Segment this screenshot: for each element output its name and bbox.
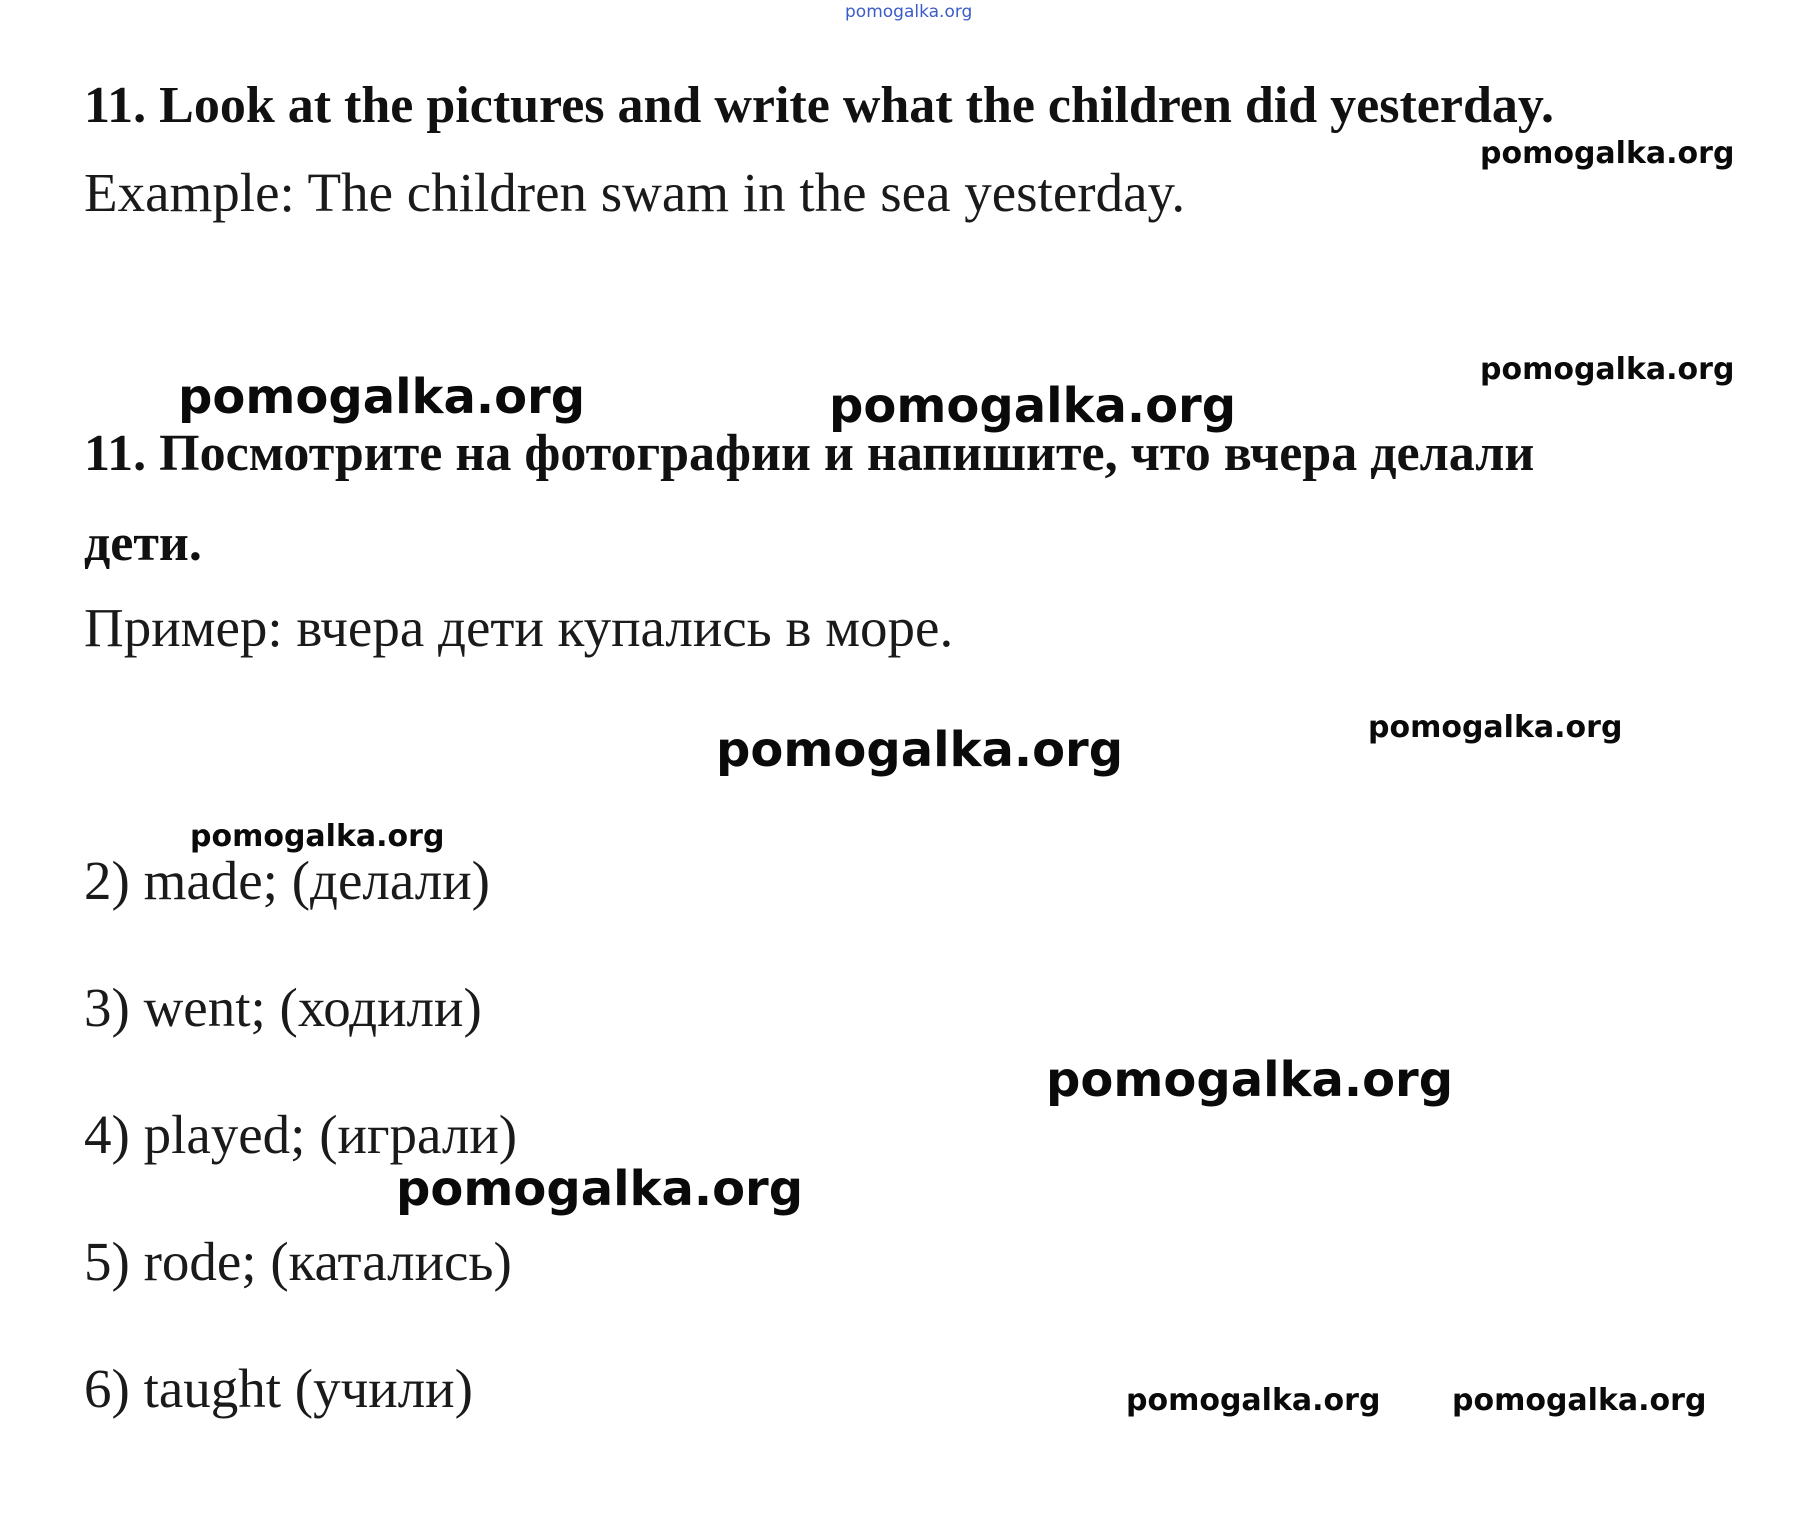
watermark: pomogalka.org [396, 1161, 804, 1217]
answer-item: 5) rode; (катались) [84, 1231, 512, 1292]
russian-heading-line2: дети. [84, 515, 202, 572]
watermark-top: pomogalka.org [845, 2, 973, 22]
watermark: pomogalka.org [1480, 136, 1735, 171]
watermark: pomogalka.org [1046, 1052, 1454, 1108]
russian-heading-line1: 11. Посмотрите на фотографии и напишите, что вчера делали [84, 425, 1535, 482]
english-heading: 11. Look at the pictures and write what the children did yesterday. [84, 77, 1555, 134]
watermark: pomogalka.org [829, 378, 1237, 434]
watermark: pomogalka.org [1452, 1383, 1707, 1418]
russian-example: Пример: вчера дети купались в море. [84, 597, 954, 658]
english-example: Example: The children swam in the sea yesterday. [84, 162, 1186, 223]
watermark: pomogalka.org [178, 369, 586, 425]
watermark: pomogalka.org [1126, 1383, 1381, 1418]
watermark: pomogalka.org [1368, 710, 1623, 745]
answer-item: 6) taught (учили) [84, 1358, 473, 1419]
watermark: pomogalka.org [716, 722, 1124, 778]
answer-item: 4) played; (играли) [84, 1104, 518, 1165]
watermark: pomogalka.org [190, 819, 445, 854]
answer-item: 3) went; (ходили) [84, 977, 482, 1038]
watermark: pomogalka.org [1480, 352, 1735, 387]
answer-item: 2) made; (делали) [84, 850, 490, 911]
